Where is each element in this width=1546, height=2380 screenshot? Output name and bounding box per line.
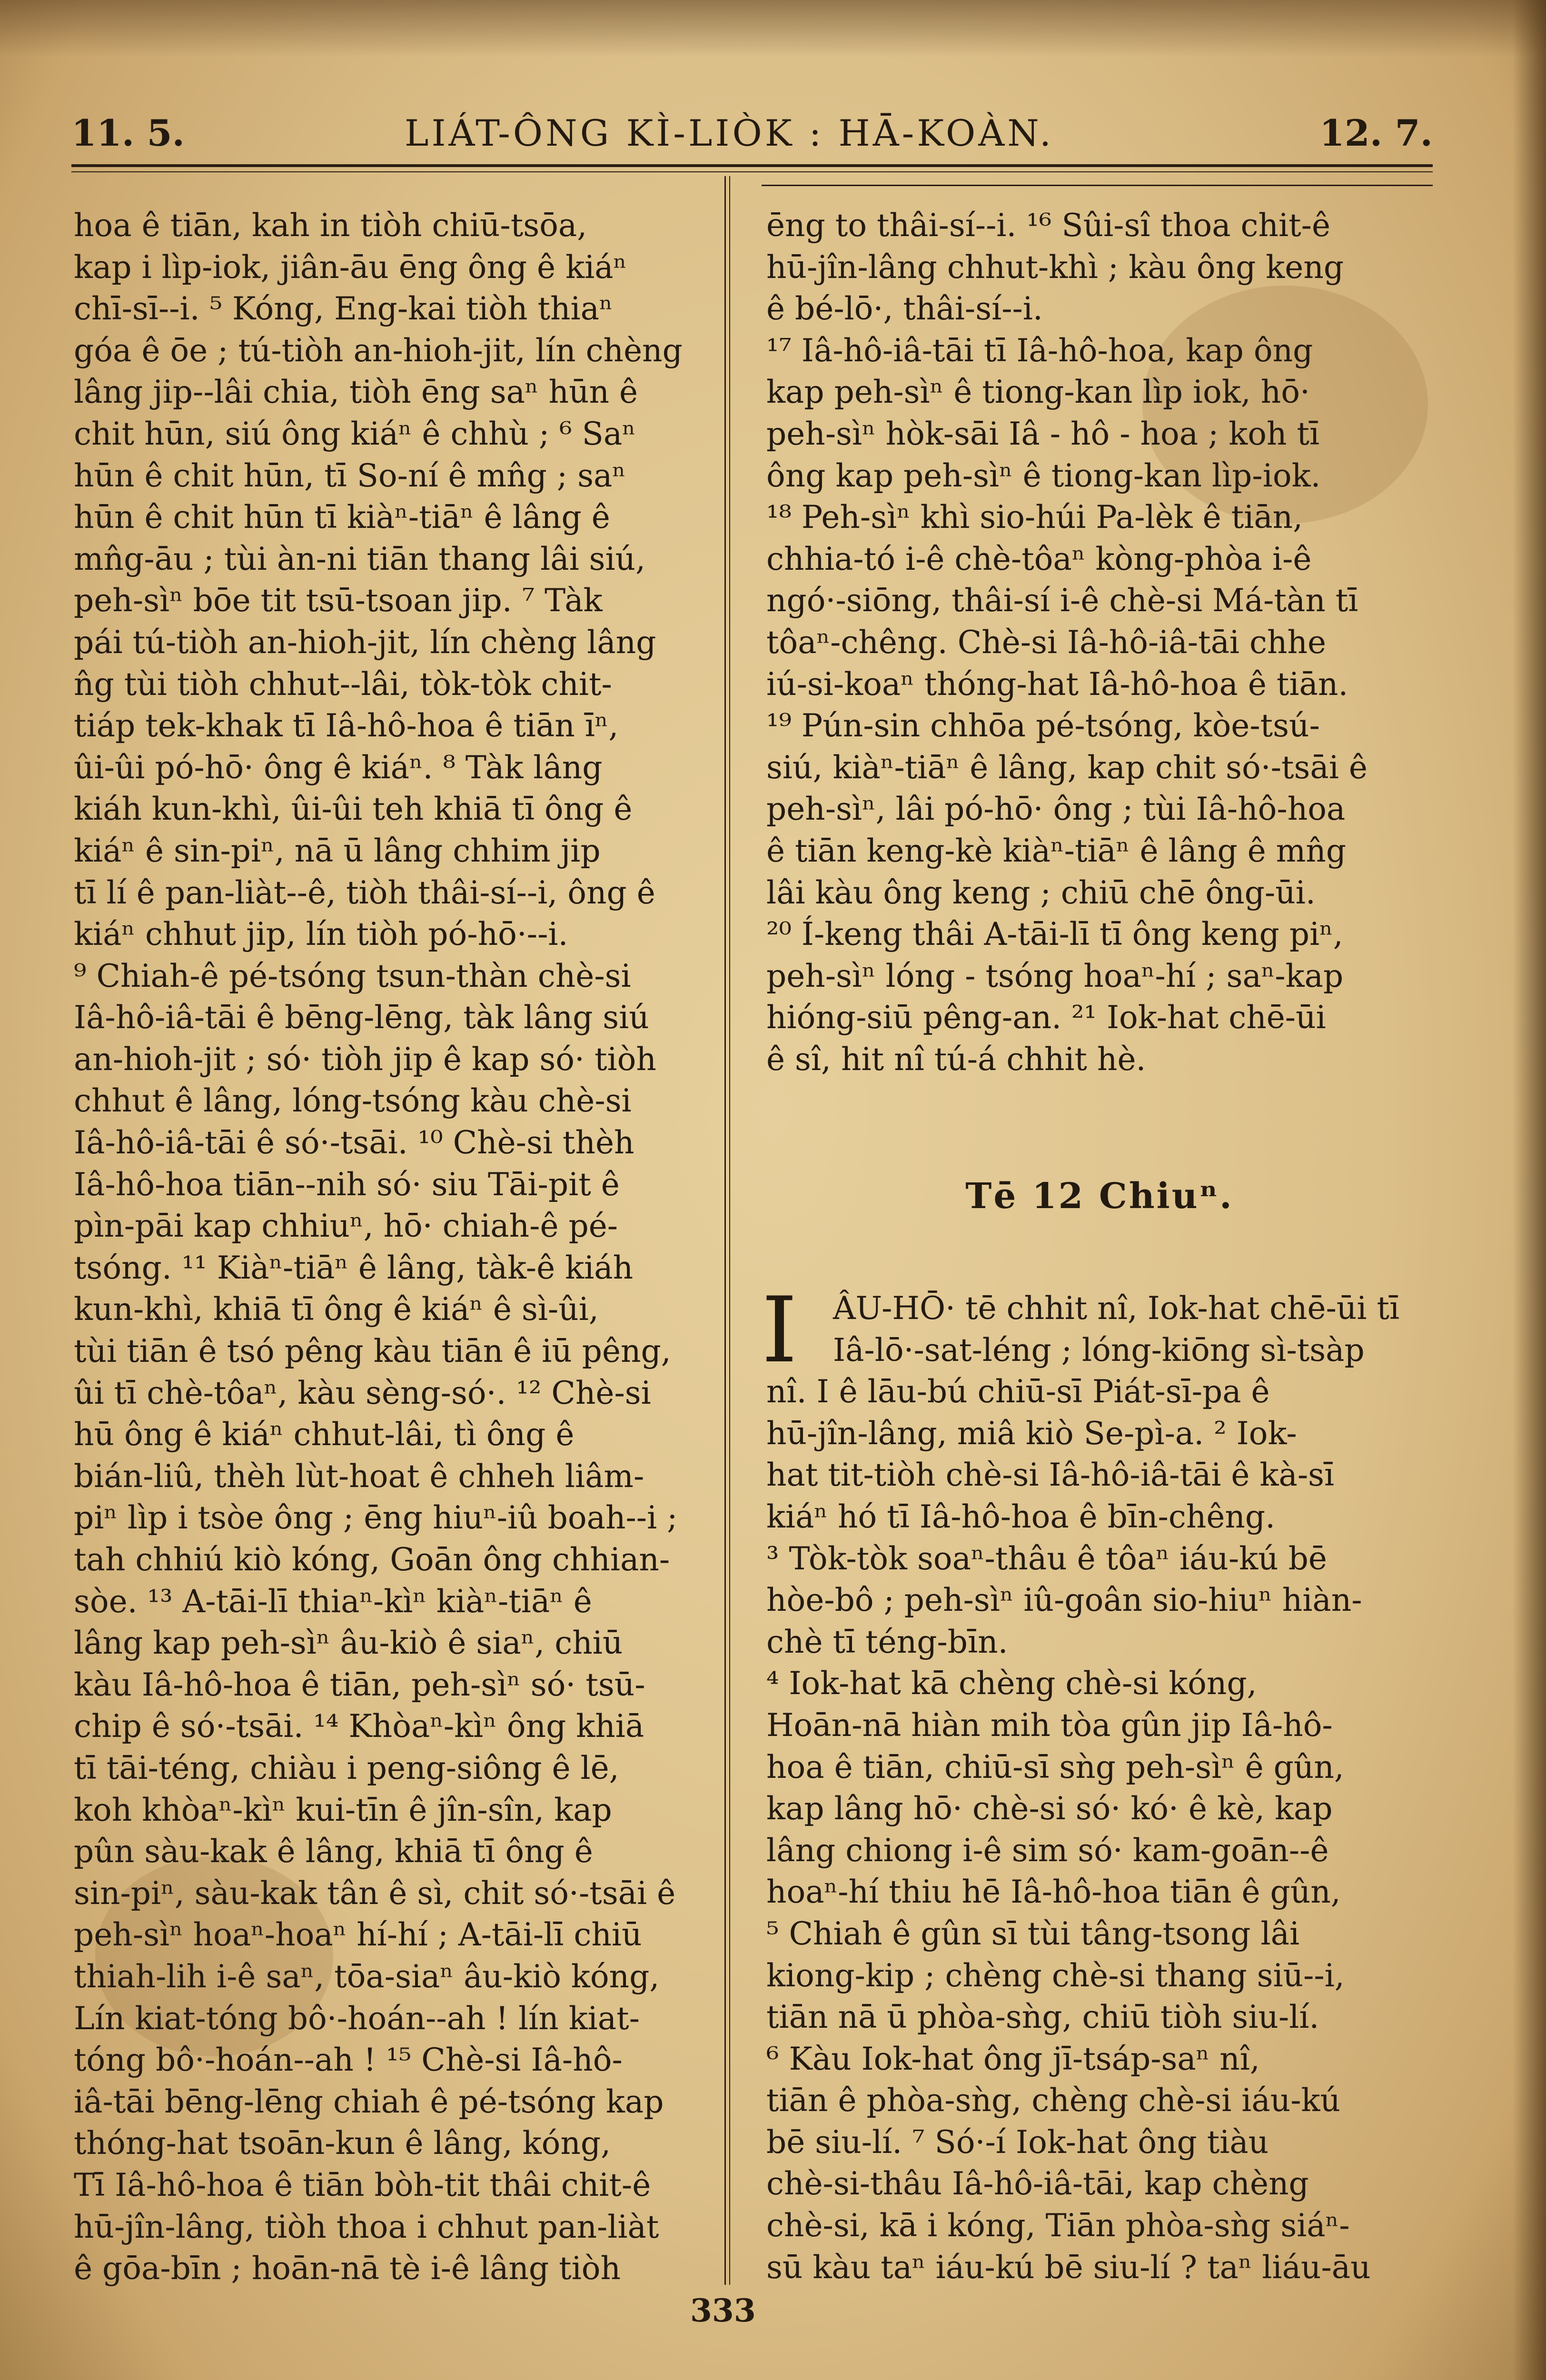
column-divider-thin: [729, 176, 730, 2285]
page-shadow-top: [0, 0, 1546, 57]
text-line: pìn-pāi kap chhiuⁿ, hō· chiah-ê pé-: [74, 1208, 618, 1245]
text-line: kiáⁿ ê sin-piⁿ, nā ū lâng chhim jip: [74, 832, 601, 869]
text-line: lâng jip--lâi chia, tiòh ēng saⁿ hūn ê: [74, 374, 638, 411]
text-line: peh-sìⁿ, lâi pó-hō· ông ; tùi Iâ-hô-hoa: [766, 791, 1346, 828]
text-line: chip ê só·-tsāi. ¹⁴ Khòaⁿ-kìⁿ ông khiā: [74, 1708, 644, 1745]
text-line: hūn ê chit hūn, tī So-ní ê mn̂g ; saⁿ: [74, 457, 626, 494]
text-line: chhut ê lâng, lóng-tsóng kàu chè-si: [74, 1082, 632, 1120]
text-line: ⁵ Chiah ê gûn sī tùi tâng-tsong lâi: [766, 1915, 1300, 1952]
text-line: ⁶ Kàu Iok-hat ông jī-tsáp-saⁿ nî,: [766, 2040, 1260, 2077]
text-line: Iâ-hô-hoa tiān--nih só· siu Tāi-pit ê: [74, 1166, 620, 1203]
text-line: siú, kiàⁿ-tiāⁿ ê lâng, kap chit só·-tsāi ê: [766, 749, 1368, 786]
text-line: kun-khì, khiā tī ông ê kiáⁿ ê sì-ûi,: [74, 1291, 599, 1328]
text-line: chī-sī--i. ⁵ Kóng, Eng-kai tiòh thiaⁿ: [74, 290, 613, 327]
text-line: lâi kàu ông keng ; chiū chē ông-ūi.: [766, 874, 1316, 911]
text-line: iú-si-koaⁿ thóng-hat Iâ-hô-hoa ê tiān.: [766, 665, 1348, 703]
text-line: Iâ-hô-iâ-tāi ê bēng-lēng, tàk lâng siú: [74, 999, 649, 1036]
text-line: kap lâng hō· chè-si só· kó· ê kè, kap: [766, 1790, 1333, 1827]
text-line: kiáⁿ hó tī Iâ-hô-hoa ê bīn-chêng.: [766, 1498, 1276, 1535]
header-verse-start: 11. 5.: [71, 112, 185, 154]
text-line: hòe-bô ; peh-sìⁿ iû-goân sio-hiuⁿ hiàn-: [766, 1582, 1362, 1619]
drop-cap: I: [762, 1278, 798, 1383]
text-line: n̂g tùi tiòh chhut--lâi, tòk-tòk chit-: [74, 665, 612, 703]
text-line: hūn ê chit hūn tī kiàⁿ-tiāⁿ ê lâng ê: [74, 499, 610, 536]
text-line: ûi-ûi pó-hō· ông ê kiáⁿ. ⁸ Tàk lâng: [74, 749, 603, 786]
text-line: bē siu-lí. ⁷ Só·-í Iok-hat ông tiàu: [766, 2123, 1269, 2161]
text-line: góa ê ōe ; tú-tiòh an-hioh-jit, lín chèng: [74, 332, 683, 369]
text-line: tiān ê phòa-sǹg, chèng chè-si iáu-kú: [766, 2082, 1341, 2119]
text-line: ê gōa-bīn ; hoān-nā tè i-ê lâng tiòh: [74, 2250, 621, 2287]
text-line: peh-sìⁿ hòk-sāi Iâ - hô - hoa ; koh tī: [766, 415, 1320, 452]
text-line: sū kàu taⁿ iáu-kú bē siu-lí ? taⁿ liáu-āu: [766, 2249, 1371, 2286]
text-line: chè tī téng-bīn.: [766, 1623, 1008, 1660]
text-line: hoa ê tiān, kah in tiòh chiū-tsōa,: [74, 207, 587, 244]
chapter-heading: Tē 12 Chiuⁿ.: [965, 1176, 1234, 1217]
text-line: lâng chiong i-ê sim só· kam-goān--ê: [766, 1832, 1329, 1869]
text-line: pûn sàu-kak ê lâng, khiā tī ông ê: [74, 1833, 593, 1870]
text-line: hū ông ê kiáⁿ chhut-lâi, tì ông ê: [74, 1416, 575, 1453]
text-line: peh-sìⁿ lóng - tsóng hoaⁿ-hí ; saⁿ-kap: [766, 957, 1344, 994]
text-line: tī tāi-téng, chiàu i peng-siông ê lē,: [74, 1749, 619, 1786]
text-line: ¹⁸ Peh-sìⁿ khì sio-húi Pa-lèk ê tiān,: [766, 499, 1303, 536]
text-line: Tī Iâ-hô-hoa ê tiān bòh-tit thâi chit-ê: [74, 2166, 651, 2203]
page-number: 333: [690, 2292, 756, 2329]
text-line: Iâ-lō·-sat-léng ; lóng-kiōng sì-tsàp: [833, 1331, 1365, 1368]
text-line: tiáp tek-khak tī Iâ-hô-hoa ê tiān īⁿ,: [74, 707, 619, 744]
text-line: ê bé-lō·, thâi-sí--i.: [766, 290, 1043, 327]
text-line: lâng kap peh-sìⁿ âu-kiò ê siaⁿ, chiū: [74, 1625, 623, 1662]
right-column-chapter: [766, 1288, 1433, 2288]
text-line: ngó·-siōng, thâi-sí i-ê chè-si Má-tàn tī: [766, 582, 1358, 619]
text-line: tiān nā ū phòa-sǹg, chiū tiòh siu-lí.: [766, 1999, 1319, 2036]
text-line: ²⁰ Í-keng thâi A-tāi-lī tī ông keng piⁿ,: [766, 916, 1343, 953]
text-line: peh-sìⁿ bōe tit tsū-tsoan jip. ⁷ Tàk: [74, 582, 603, 619]
text-line: koh khòaⁿ-kìⁿ kui-tīn ê jîn-sîn, kap: [74, 1791, 612, 1828]
text-line: kap i lìp-iok, jiân-āu ēng ông ê kiáⁿ: [74, 248, 627, 286]
text-line: kàu Iâ-hô-hoa ê tiān, peh-sìⁿ só· tsū-: [74, 1666, 645, 1703]
text-line: Iâ-hô-iâ-tāi ê só·-tsāi. ¹⁰ Chè-si thèh: [74, 1124, 634, 1161]
text-line: hióng-siū pêng-an. ²¹ Iok-hat chē-ūi: [766, 999, 1326, 1036]
right-column-top: [766, 205, 1433, 1080]
text-line: iâ-tāi bēng-lēng chiah ê pé-tsóng kap: [74, 2083, 664, 2120]
text-line: thiah-lih i-ê saⁿ, tōa-siaⁿ âu-kiò kóng,: [74, 1958, 660, 1995]
header-verse-end: 12. 7.: [1319, 112, 1433, 154]
column-rule-top: [762, 185, 1433, 186]
left-column: [74, 205, 714, 2290]
text-line: thóng-hat tsoān-kun ê lâng, kóng,: [74, 2125, 611, 2162]
text-line: chhia-tó i-ê chè-tôaⁿ kòng-phòa i-ê: [766, 540, 1312, 577]
text-line: Hoān-nā hiàn mih tòa gûn jip Iâ-hô-: [766, 1706, 1333, 1744]
header-rule-thick: [71, 164, 1433, 167]
text-line: tùi tiān ê tsó pêng kàu tiān ê iū pêng,: [74, 1333, 671, 1370]
text-line: piⁿ lìp i tsòe ông ; ēng hiuⁿ-iû boah--i ;: [74, 1499, 678, 1537]
text-line: peh-sìⁿ hoaⁿ-hoaⁿ hí-hí ; A-tāi-lī chiū: [74, 1916, 642, 1954]
text-line: tóng bô·-hoán--ah ! ¹⁵ Chè-si Iâ-hô-: [74, 2042, 623, 2079]
text-line: kap peh-sìⁿ ê tiong-kan lìp iok, hō·: [766, 374, 1310, 411]
text-line: kiáⁿ chhut jip, lín tiòh pó-hō·--i.: [74, 916, 568, 953]
running-header: [71, 112, 1433, 164]
text-line: hū-jîn-lâng, miâ kiò Se-pì-a. ² Iok-: [766, 1415, 1297, 1452]
text-line: ê tiān keng-kè kiàⁿ-tiāⁿ ê lâng ê mn̂g: [766, 832, 1347, 869]
text-line: bián-liû, thèh lùt-hoat ê chheh liâm-: [74, 1458, 644, 1495]
text-line: chè-si-thâu Iâ-hô-iâ-tāi, kap chèng: [766, 2165, 1309, 2202]
column-divider: [724, 176, 726, 2285]
text-line: kiáh kun-khì, ûi-ûi teh khiā tī ông ê: [74, 791, 633, 828]
text-line: tah chhiú kiò kóng, Goān ông chhian-: [74, 1541, 670, 1578]
text-line: ³ Tòk-tòk soaⁿ-thâu ê tôaⁿ iáu-kú bē: [766, 1540, 1327, 1577]
text-line: hoaⁿ-hí thiu hē Iâ-hô-hoa tiān ê gûn,: [766, 1874, 1341, 1911]
text-line: chit hūn, siú ông kiáⁿ ê chhù ; ⁶ Saⁿ: [74, 415, 636, 452]
text-line: sòe. ¹³ A-tāi-lī thiaⁿ-kìⁿ kiàⁿ-tiāⁿ ê: [74, 1583, 592, 1620]
page-shadow-right: [1513, 0, 1546, 2380]
text-line: ¹⁷ Iâ-hô-iâ-tāi tī Iâ-hô-hoa, kap ông: [766, 332, 1313, 369]
header-title: LIÁT-ÔNG KÌ-LIÒK : HĀ-KOÀN.: [405, 112, 1054, 154]
text-line: an-hioh-jit ; só· tiòh jip ê kap só· tiòh: [74, 1041, 656, 1078]
text-line: ¹⁹ Pún-sin chhōa pé-tsóng, kòe-tsú-: [766, 707, 1320, 744]
text-line: ông kap peh-sìⁿ ê tiong-kan lìp-iok.: [766, 457, 1321, 494]
text-line: Lín kiat-tóng bô·-hoán--ah ! lín kiat-: [74, 2000, 640, 2037]
text-line: hoa ê tiān, chiū-sī sǹg peh-sìⁿ ê gûn,: [766, 1748, 1344, 1785]
text-line: hat tit-tiòh chè-si Iâ-hô-iâ-tāi ê kà-sī: [766, 1457, 1335, 1494]
text-line: chè-si, kā i kóng, Tiān phòa-sǹg siáⁿ-: [766, 2207, 1350, 2244]
text-line: pái tú-tiòh an-hioh-jit, lín chèng lâng: [74, 624, 656, 661]
text-line: ê sî, hit nî tú-á chhit hè.: [766, 1041, 1146, 1078]
text-line: kiong-kip ; chèng chè-si thang siū--i,: [766, 1957, 1345, 1994]
text-line: tī lí ê pan-liàt--ê, tiòh thâi-sí--i, ông ê: [74, 874, 655, 911]
text-line: nî. I ê lāu-bú chiū-sī Piát-sī-pa ê: [766, 1373, 1270, 1410]
text-line: ⁹ Chiah-ê pé-tsóng tsun-thàn chè-si: [74, 957, 631, 994]
text-line: tôaⁿ-chêng. Chè-si Iâ-hô-iâ-tāi chhe: [766, 624, 1327, 661]
text-line: tsóng. ¹¹ Kiàⁿ-tiāⁿ ê lâng, tàk-ê kiáh: [74, 1249, 634, 1286]
text-line: hū-jîn-lâng, tiòh thoa i chhut pan-liàt: [74, 2208, 659, 2245]
text-line: ÂU-HŌ· tē chhit nî, Iok-hat chē-ūi tī: [833, 1290, 1400, 1327]
text-line: ēng to thâi-sí--i. ¹⁶ Sûi-sî thoa chit-ê: [766, 207, 1331, 244]
text-line: mn̂g-āu ; tùi àn-ni tiān thang lâi siú,: [74, 540, 646, 577]
text-line: ûi tī chè-tôaⁿ, kàu sèng-só·. ¹² Chè-si: [74, 1374, 651, 1411]
text-line: sin-piⁿ, sàu-kak tân ê sì, chit só·-tsāi ê: [74, 1874, 676, 1912]
header-rule-thin: [71, 171, 1433, 172]
text-line: hū-jîn-lâng chhut-khì ; kàu ông keng: [766, 248, 1344, 286]
text-line: ⁴ Iok-hat kā chèng chè-si kóng,: [766, 1665, 1257, 1702]
